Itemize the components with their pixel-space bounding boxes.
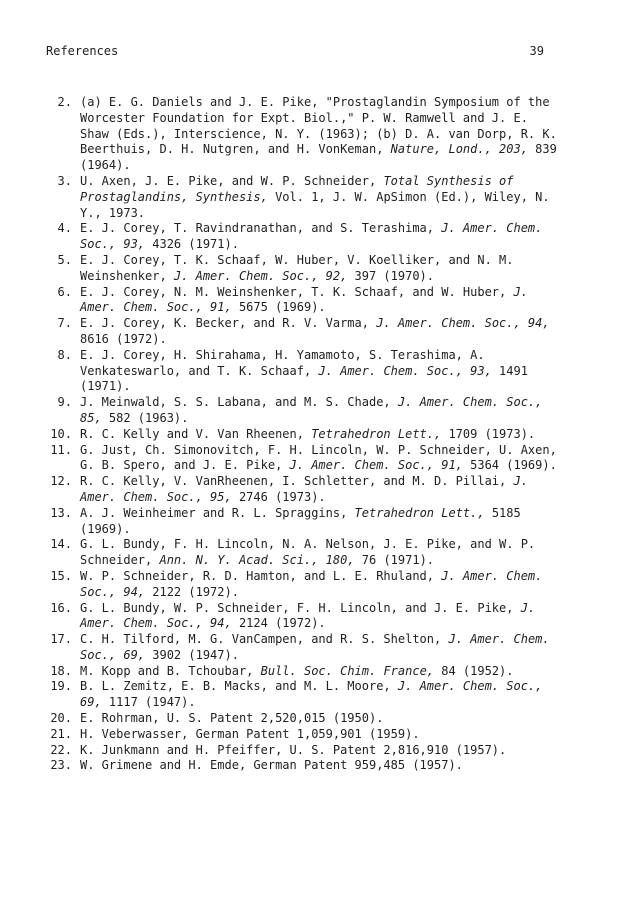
reference-text <box>80 285 560 317</box>
reference-text <box>80 427 560 443</box>
reference-text <box>80 253 560 285</box>
reference-segment: W. Grimene and H. Emde, German Patent 959,485 (1957). <box>80 758 463 773</box>
reference-text <box>80 758 560 774</box>
reference-item <box>30 506 560 538</box>
reference-segment: 76 (1971). <box>354 553 435 568</box>
reference-text <box>80 679 560 711</box>
reference-segment: Vol. 1, J. W. ApSimon (Ed.), Wiley, N. Y., 1973. <box>80 189 550 220</box>
reference-item <box>30 743 560 759</box>
reference-source: J. Amer. Chem. Soc., 85, <box>80 395 543 425</box>
reference-segment: 1491 (1971). <box>80 363 528 394</box>
reference-segment: J. Meinwald, S. S. Labana, and M. S. Chade, <box>80 395 398 410</box>
reference-segment: W. P. Schneider, R. D. Hamton, and L. E. Rhuland, <box>80 568 442 583</box>
reference-number: 2. <box>57 95 72 109</box>
reference-item <box>30 174 560 221</box>
reference-number: 7. <box>57 316 72 331</box>
reference-segment: R. C. Kelly, V. VanRheenen, I. Schletter, and M. D. Pillai, <box>80 474 514 489</box>
reference-number: 18. <box>50 663 72 678</box>
reference-text <box>80 221 560 253</box>
reference-segment: H. Veberwasser, German Patent 1,059,901 (1959). <box>80 726 420 741</box>
reference-number: 8. <box>57 347 72 362</box>
reference-number: 9. <box>57 395 72 410</box>
reference-source: Tetrahedron Lett., <box>311 426 442 441</box>
reference-text <box>80 316 560 348</box>
reference-item <box>30 758 560 774</box>
running-title: References <box>46 44 119 58</box>
reference-source: Total Synthesis of Prostaglandins, Synthesis, <box>80 173 514 204</box>
reference-segment: 5675 (1969). <box>231 300 326 315</box>
reference-text <box>80 537 560 569</box>
reference-text <box>80 506 560 538</box>
reference-text <box>80 174 560 221</box>
reference-segment: R. C. Kelly and V. Van Rheenen, <box>80 426 312 441</box>
reference-text <box>80 395 560 427</box>
page-number: 39 <box>529 44 544 58</box>
reference-segment: M. Kopp and B. Tchoubar, <box>80 663 261 678</box>
reference-item <box>30 443 560 475</box>
reference-number: 11. <box>50 442 72 457</box>
reference-item <box>30 221 560 253</box>
reference-source: Tetrahedron Lett., <box>354 505 485 520</box>
reference-item <box>30 348 560 395</box>
reference-item <box>30 253 560 285</box>
reference-segment: 5364 (1969). <box>462 458 557 473</box>
reference-segment: E. J. Corey, H. Shirahama, H. Yamamoto, S. Terashima, A. Venkateswarlo, and T. K. Schaaf, <box>80 347 485 378</box>
reference-source: J. Amer. Chem. Soc., 95, <box>80 474 528 504</box>
reference-source: J. Amer. Chem. Soc., 94, <box>80 568 543 599</box>
reference-item <box>30 601 560 633</box>
reference-source: J. Amer. Chem. Soc., 69, <box>80 679 543 710</box>
reference-segment: 2124 (1972). <box>231 616 326 631</box>
reference-segment: G. Just, Ch. Simonovitch, F. H. Lincoln, W. P. Schneider, U. Axen, G. B. Spero, and J. E. Pike, <box>80 442 557 473</box>
reference-text <box>80 474 560 506</box>
reference-segment: 84 (1952). <box>434 663 514 678</box>
reference-text <box>80 743 560 759</box>
reference-item <box>30 474 560 506</box>
reference-item <box>30 711 560 727</box>
reference-source: J. Amer. Chem. Soc., 69, <box>80 632 550 662</box>
reference-item <box>30 427 560 443</box>
reference-list <box>30 95 560 774</box>
reference-segment: 5185 (1969). <box>80 505 521 536</box>
reference-item <box>30 664 560 680</box>
reference-segment: 2122 (1972). <box>145 584 239 599</box>
reference-number: 23. <box>50 758 72 773</box>
reference-text <box>80 443 560 475</box>
reference-number: 13. <box>50 505 72 520</box>
reference-source: Bull. Soc. Chim. France, <box>260 663 435 678</box>
reference-number: 17. <box>50 632 72 647</box>
reference-number: 5. <box>57 252 72 267</box>
reference-item <box>30 727 560 743</box>
reference-segment: K. Junkmann and H. Pfeiffer, U. S. Patent 2,816,910 (1957). <box>80 742 507 757</box>
reference-segment: 2746 (1973). <box>231 489 326 504</box>
reference-segment: E. J. Corey, N. M. Weinshenker, T. K. Schaaf, and W. Huber, <box>80 284 514 299</box>
reference-segment: 8616 (1972). <box>80 331 167 346</box>
reference-segment: G. L. Bundy, W. P. Schneider, F. H. Lincoln, and J. E. Pike, <box>80 600 521 615</box>
reference-segment: C. H. Tilford, M. G. VanCampen, and R. S. Shelton, <box>80 632 449 647</box>
reference-source: Ann. N. Y. Acad. Sci., 180, <box>159 553 355 568</box>
reference-segment: E. J. Corey, T. K. Schaaf, W. Huber, V. Koelliker, and N. M. Weinshenker, <box>80 252 514 283</box>
reference-item <box>30 95 560 174</box>
reference-item <box>30 569 560 601</box>
reference-source: J. Amer. Chem. Soc., 94, <box>80 600 536 631</box>
reference-segment: 1709 (1973). <box>441 426 536 441</box>
reference-number: 4. <box>57 221 72 236</box>
reference-source: Nature, Lond., 203, <box>390 142 528 157</box>
reference-source: J. Amer. Chem. Soc., 91, <box>80 284 528 315</box>
reference-number: 20. <box>50 711 72 726</box>
reference-text <box>80 664 560 680</box>
reference-segment: 1117 (1947). <box>101 695 196 710</box>
reference-segment: E. J. Corey, T. Ravindranathan, and S. Terashima, <box>80 221 442 236</box>
reference-item <box>30 316 560 348</box>
reference-text <box>80 95 560 174</box>
reference-text <box>80 711 560 727</box>
reference-segment: 839 (1964). <box>80 142 557 173</box>
reference-segment: B. L. Zemitz, E. B. Macks, and M. L. Moore, <box>80 679 398 694</box>
reference-segment: A. J. Weinheimer and R. L. Spraggins, <box>80 505 355 520</box>
reference-segment: (a) E. G. Daniels and J. E. Pike, "Prostaglandin Symposium of the Worcester Foundation for Expt. Biol.," P. W. Ramwell and J. E. Shaw (Eds.), Interscience, N. Y. (1963); (b) D. A. van Dorp, R. K. Beerthuis, D. H. Nutgren, and H. VonKeman, <box>80 95 557 157</box>
reference-number: 12. <box>50 474 72 489</box>
page-header <box>46 44 544 60</box>
reference-segment: G. L. Bundy, F. H. Lincoln, N. A. Nelson, J. E. Pike, and W. P. Schneider, <box>80 537 536 568</box>
reference-segment: 582 (1963). <box>101 410 189 425</box>
reference-number: 19. <box>50 679 72 694</box>
reference-text <box>80 601 560 633</box>
reference-item <box>30 537 560 569</box>
reference-number: 15. <box>50 568 72 583</box>
reference-item <box>30 679 560 711</box>
reference-number: 6. <box>57 284 72 299</box>
reference-item <box>30 285 560 317</box>
reference-source: J. Amer. Chem. Soc., 93, <box>318 363 492 378</box>
reference-text <box>80 632 560 664</box>
reference-source: J. Amer. Chem. Soc., 93, <box>80 221 543 252</box>
reference-number: 21. <box>50 726 72 741</box>
reference-number: 3. <box>57 173 72 188</box>
reference-source: J. Amer. Chem. Soc., 92, <box>173 268 348 283</box>
reference-segment: 397 (1970). <box>347 268 435 283</box>
reference-segment: E. J. Corey, K. Becker, and R. V. Varma, <box>80 316 377 331</box>
reference-number: 22. <box>50 742 72 757</box>
reference-item <box>30 395 560 427</box>
reference-item <box>30 632 560 664</box>
reference-number: 14. <box>50 537 72 552</box>
reference-text <box>80 348 560 395</box>
reference-number: 10. <box>50 426 72 441</box>
reference-text <box>80 727 560 743</box>
reference-segment: E. Rohrman, U. S. Patent 2,520,015 (1950). <box>80 711 384 726</box>
reference-source: J. Amer. Chem. Soc., 94, <box>376 316 550 331</box>
reference-segment: U. Axen, J. E. Pike, and W. P. Schneider, <box>80 173 384 188</box>
reference-text <box>80 569 560 601</box>
reference-segment: 3902 (1947). <box>145 647 239 662</box>
reference-segment: 4326 (1971). <box>145 237 239 252</box>
reference-number: 16. <box>50 600 72 615</box>
reference-source: J. Amer. Chem. Soc., 91, <box>289 458 463 473</box>
